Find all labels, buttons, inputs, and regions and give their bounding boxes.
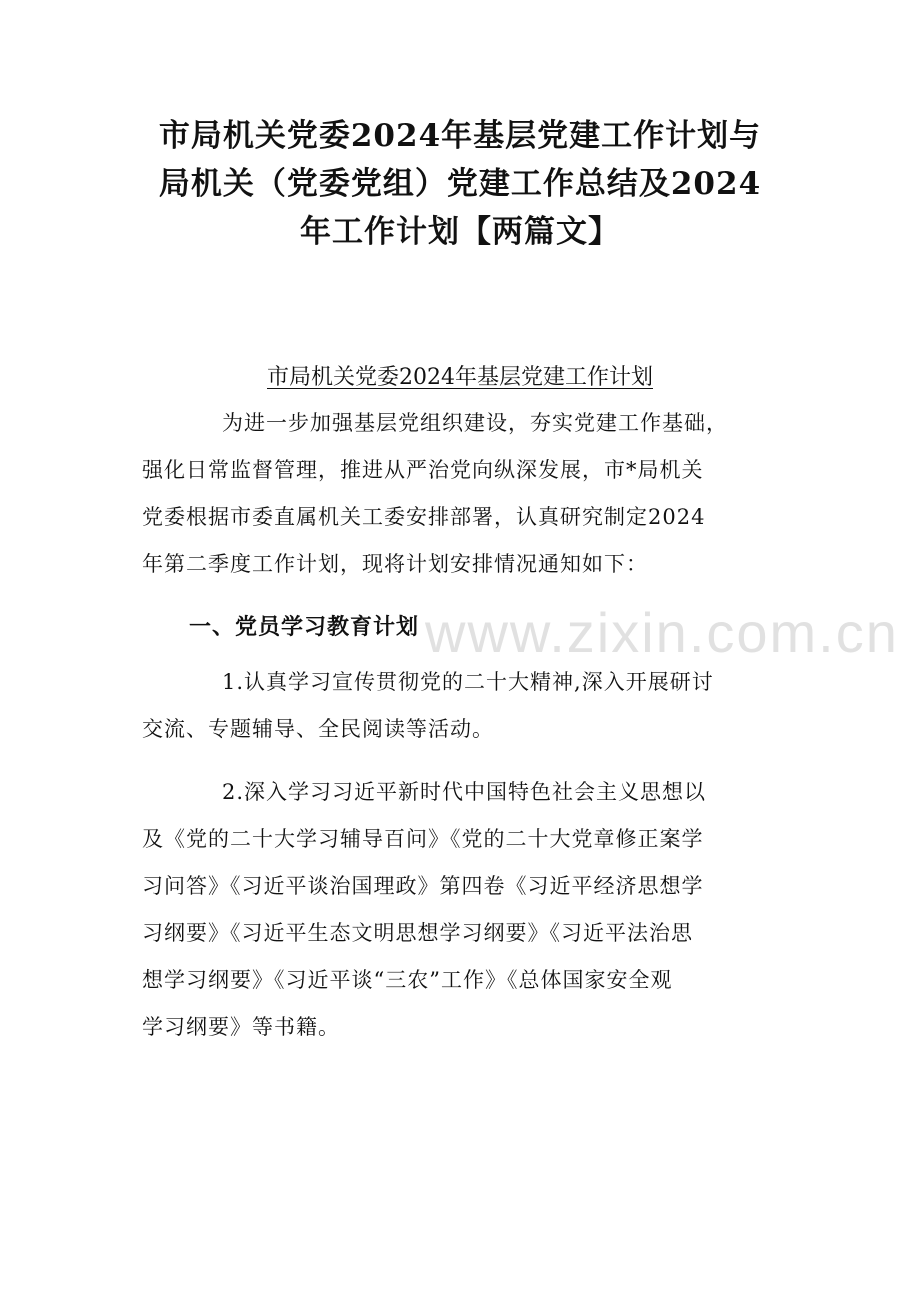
paragraph-line: 为进一步加强基层党组织建设，夯实党建工作基础， [222, 411, 728, 435]
intro-paragraph [142, 400, 792, 588]
item-2-paragraph [142, 769, 792, 1051]
paragraph-line: 习纲要》《习近平生态文明思想学习纲要》《习近平法治思 [142, 921, 693, 945]
paragraph-line: 想学习纲要》《习近平谈“三农”工作》《总体国家安全观 [142, 968, 673, 992]
paragraph-line: 交流、专题辅导、全民阅读等活动。 [142, 717, 494, 741]
title-line: 局机关（党委党组）党建工作总结及2024 [158, 166, 762, 202]
paragraph-line: 1.认真学习宣传贯彻党的二十大精神,深入开展研讨 [222, 670, 714, 694]
paragraph-line: 强化日常监督管理，推进从严治党向纵深发展，市*局机关 [142, 458, 704, 482]
section-heading: 一、党员学习教育计划 [189, 614, 420, 640]
paragraph-line: 学习纲要》等书籍。 [142, 1015, 340, 1039]
paragraph-line: 年第二季度工作计划，现将计划安排情况通知如下： [142, 552, 648, 576]
paragraph-line: 党委根据市委直属机关工委安排部署，认真研究制定2024 [142, 505, 706, 529]
document-title [110, 112, 810, 256]
item-1-paragraph [142, 659, 792, 753]
subtitle-text: 市局机关党委2024年基层党建工作计划 [267, 365, 653, 390]
section-subtitle [0, 363, 920, 393]
watermark: www.zixin.com.cn [425, 601, 899, 664]
title-line: 市局机关党委2024年基层党建工作计划与 [158, 118, 762, 154]
paragraph-line: 及《党的二十大学习辅导百问》《党的二十大党章修正案学 [142, 827, 704, 851]
paragraph-line: 习问答》《习近平谈治国理政》第四卷《习近平经济思想学 [142, 874, 704, 898]
paragraph-line: 2.深入学习习近平新时代中国特色社会主义思想以 [222, 780, 707, 804]
title-line: 年工作计划【两篇文】 [300, 214, 620, 250]
